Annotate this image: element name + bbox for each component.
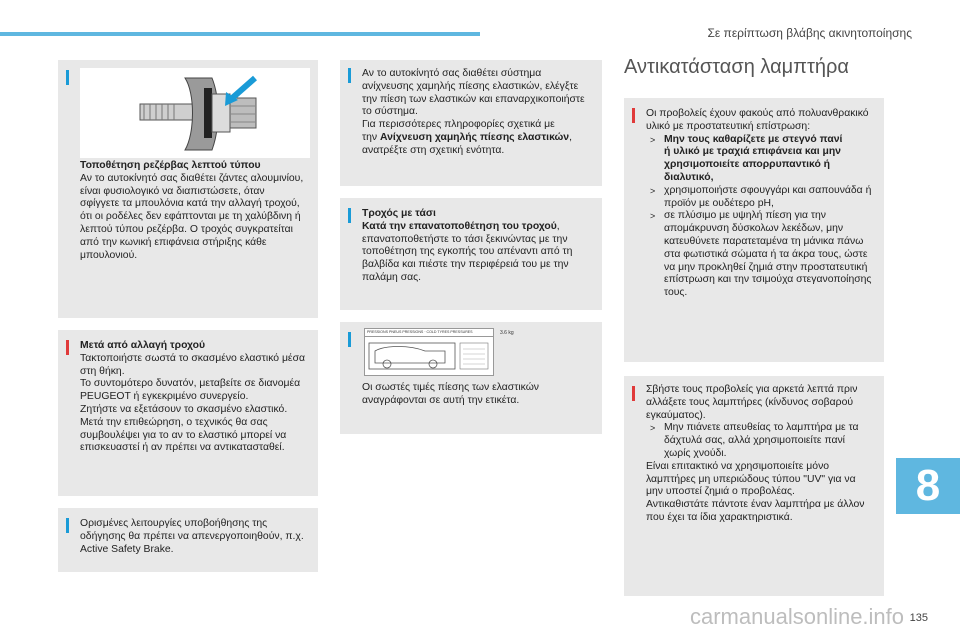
text-line: Το συντομότερο δυνατόν, μεταβείτε σε διανομέα: [80, 378, 301, 390]
text-line: Μην τους καθαρίζετε με στεγνό πανί: [664, 133, 843, 145]
text-line: βαλβίδα και πιέστε την περιφέρειά του με την: [362, 259, 569, 271]
text-line: διαλυτικό,: [664, 171, 714, 183]
text-line: την πίεση των ελαστικών και επαναρχικοποιήστε: [362, 93, 585, 105]
text-line: χωρίς χνούδι.: [664, 447, 727, 459]
text-line: λεπτού τύπου ρεζέρβα. Ο τροχός συγκρατείται: [80, 223, 293, 235]
bullet-arrow-icon: >: [650, 134, 656, 145]
text-line: Σβήστε τους προβολείς για αρκετά λεπτά πριν: [646, 384, 858, 395]
text-line: Αντικαθιστάτε πάντοτε έναν λαμπτήρα με άλλον: [646, 499, 865, 511]
info-box-wheel-trim: [340, 198, 602, 310]
text-line: Ορισμένες λειτουργίες υποβοήθησης της: [80, 518, 268, 529]
wheel-bolt-illustration: [80, 68, 310, 158]
text-line: από την κωνική επιφάνεια στήριξης κάθε: [80, 236, 267, 248]
text-line: Ζητήστε να εξετάσουν το σκασμένο ελαστικό.: [80, 403, 288, 415]
text-line: αναγράφονται σε αυτή την ετικέτα.: [362, 394, 520, 406]
text-line: Οι σωστές τιμές πίεσης των ελαστικών: [362, 382, 540, 393]
label-code-text: 3.6 kg: [500, 330, 514, 336]
text-line: Οι προβολείς έχουν φακούς από πολυανθρακικό: [646, 108, 869, 119]
list-item: [646, 134, 880, 185]
text-line: Αν το αυτοκίνητό σας διαθέτει σύστημα: [362, 68, 542, 79]
text-line: ανίχνευσης χαμηλής πίεσης ελαστικών, ελέγξτε: [362, 80, 579, 92]
chapter-header-title: Σε περίπτωση βλάβης ακινητοποίησης: [707, 26, 912, 40]
text-line: μπουλονιού.: [80, 249, 138, 261]
text-line: Για περισσότερες πληροφορίες σχετικά με: [362, 119, 555, 131]
text-line: Μετά την επιθεώρηση, ο τεχνικός θα σας: [80, 416, 268, 428]
bullet-arrow-icon: >: [650, 185, 656, 196]
text-line: ανατρέξτε στη σχετική ενότητα.: [362, 144, 505, 156]
list-item: [646, 422, 880, 460]
text-line: αλλάξετε τους λαμπτήρες (κίνδυνος σοβαρού: [646, 396, 854, 408]
text-line: ότι οι ροδέλες δεν εφάπτονται με τη χαλύβδινη ή: [80, 211, 301, 223]
text-line: PEUGEOT ή εγκεκριμένο συνεργείο.: [80, 391, 249, 403]
text-line: στα φωτιστικά σώματα ή τα άκρα τους, ώστε: [664, 248, 868, 260]
text-line: μην υποστεί ζημιά ο προβολέας.: [646, 486, 795, 498]
list-item: [646, 185, 880, 211]
text-line: στη θήκη.: [80, 365, 125, 377]
text-line: τους.: [664, 287, 688, 299]
warning-marker-icon: [66, 340, 69, 355]
text-line: επανατοποθετήστε το τάσι ξεκινώντας με την: [362, 233, 568, 245]
warning-marker-icon: [632, 108, 635, 123]
label-header-text: PRESSIONS PNEUS PRESSIONS · COLD TYRES PRESSURES: [365, 329, 493, 337]
text-line: χρησιμοποιήστε σφουγγάρι και σαπουνάδα ή: [664, 184, 872, 196]
wheel-trim-heading: Τροχός με τάσι: [362, 208, 436, 219]
info-marker-icon: [348, 68, 351, 83]
text-line: οδήγησης θα πρέπει να απενεργοποιηθούν, π.χ.: [80, 530, 304, 542]
text-line: τοποθέτηση της εγκοπής του απέναντι από τη: [362, 246, 573, 258]
info-marker-icon: [348, 332, 351, 347]
text-line: Active Safety Brake.: [80, 543, 174, 555]
text-line: παλάμη σας.: [362, 271, 422, 283]
text-line: να μην προκληθεί ζημιά στην προστατευτική: [664, 261, 868, 273]
low-pressure-detection-link-text: Ανίχνευση χαμηλής πίεσης ελαστικών: [379, 131, 570, 143]
info-box-driving-aids: [58, 508, 318, 572]
tyre-pressure-label-image: [364, 328, 494, 376]
warning-box-headlamp-cleaning: [624, 98, 884, 362]
text-fragment: την: [362, 131, 380, 143]
info-marker-icon: [66, 70, 69, 85]
warning-marker-icon: [632, 386, 635, 401]
text-line: υλικό με προστατευτική επίστρωση:: [646, 120, 811, 132]
list-item: [646, 210, 880, 300]
text-line: προϊόν με ουδέτερο pH,: [664, 197, 774, 209]
section-title: Αντικατάσταση λαμπτήρα: [624, 56, 849, 78]
warning-box-bulb-change: [624, 376, 884, 596]
text-line: είναι φυσιολογικό να διαπιστώσετε, όταν: [80, 185, 265, 197]
text-line: συμβουλέψει για το αν το ελαστικό μπορεί να: [80, 429, 287, 441]
text-line: το σύστημα.: [362, 106, 418, 118]
text-line: εγκαύματος).: [646, 409, 706, 421]
text-line: απομάκρυνση δύσκολων λεκέδων, μην: [664, 223, 844, 235]
info-box-tyre-pressure-detection: [340, 60, 602, 186]
text-line: χρησιμοποιείτε απορρυπαντικό ή: [664, 159, 831, 171]
text-line: Τακτοποιήστε σωστά το σκασμένο ελαστικό μέσα: [80, 352, 305, 364]
spare-wheel-heading: Τοποθέτηση ρεζέρβας λεπτού τύπου: [80, 160, 261, 171]
after-change-heading: Μετά από αλλαγή τροχού: [80, 340, 206, 351]
text-line: κατευθύνετε παρατεταμένα τη μάνικα πάνω: [664, 235, 864, 247]
info-box-tyre-label: [340, 322, 602, 434]
info-marker-icon: [348, 208, 351, 223]
refitting-wheel-text: Κατά την επανατοποθέτηση του τροχού: [362, 220, 557, 232]
text-line: ή υλικό με τραχιά επιφάνεια και μην: [664, 146, 841, 158]
text-line: λαμπτήρες μη υπεριώδους τύπου "UV" για να: [646, 473, 856, 485]
text-fragment: ,: [556, 220, 560, 232]
watermark-text: carmanualsonline.info: [690, 604, 905, 629]
warning-box-after-wheel-change: [58, 330, 318, 496]
bullet-arrow-icon: >: [650, 423, 656, 434]
text-line: επίστρωση και την τσιμούχα στεγανοποίησης: [664, 274, 872, 286]
text-line: σφίγγετε τα μπουλόνια κατά την αλλαγή τροχού,: [80, 198, 300, 210]
text-line: σε πλύσιμο με υψηλή πίεση για την: [664, 210, 827, 222]
page-number: 135: [909, 612, 928, 624]
info-box-spare-wheel: [58, 60, 318, 318]
info-marker-icon: [66, 518, 69, 533]
text-line: Αν το αυτοκίνητό σας διαθέτει ζάντες αλουμινίου,: [80, 172, 304, 184]
text-line: επισκευαστεί ή αν πρέπει να αντικατασταθεί.: [80, 442, 285, 454]
text-line: Μην πιάνετε απευθείας το λαμπτήρα με τα: [664, 422, 859, 434]
chapter-number-tab: 8: [896, 458, 960, 514]
text-line: δάχτυλά σας, αλλά χρησιμοποιείτε πανί: [664, 435, 845, 447]
text-line: Είναι επιτακτικό να χρησιμοποιείτε μόνο: [646, 460, 830, 472]
text-fragment: ,: [569, 131, 572, 143]
bullet-arrow-icon: >: [650, 211, 656, 222]
text-line: που έχει τα ίδια χαρακτηριστικά.: [646, 511, 793, 523]
top-accent-bar: [0, 32, 480, 36]
